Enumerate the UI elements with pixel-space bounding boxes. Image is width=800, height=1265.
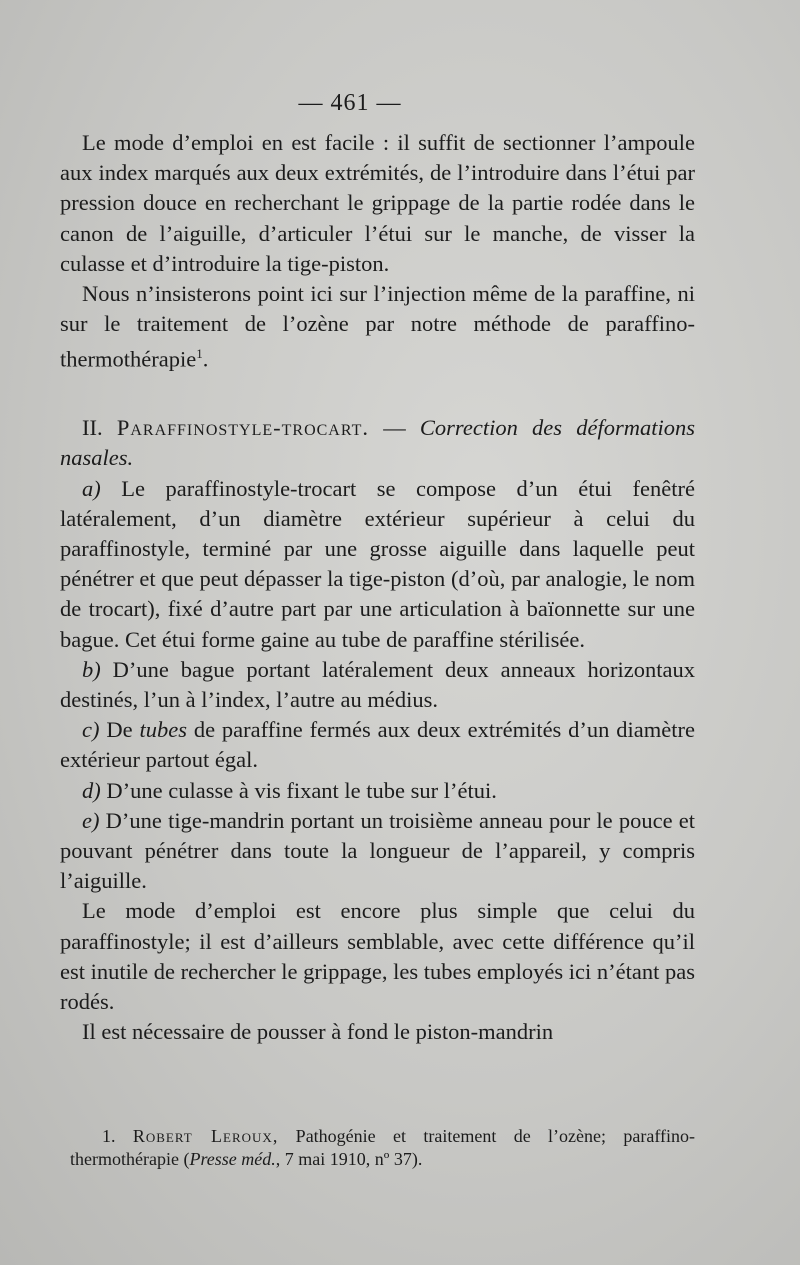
- page-body: [60, 128, 695, 1047]
- footnote-reference: 1: [196, 346, 203, 362]
- list-item-text: De: [99, 717, 140, 743]
- footnote-text-end: , 7 mai 1910, nº 37).: [275, 1149, 423, 1169]
- list-item-text: de paraffine fermés aux deux extrémités d’un diamètre extérieur partout égal.: [60, 717, 695, 773]
- footnote-text: Pathogénie et traitement de l’ozène; paraffino-thermothérapie (: [70, 1126, 695, 1169]
- list-item-label: e): [82, 807, 100, 833]
- list-item-text: D’une bague portant latéralement deux anneaux horizontaux destinés, l’un à l’index, l’autre au médius.: [60, 656, 695, 712]
- page-number: — 461 —: [298, 90, 402, 116]
- list-item-text: Le paraffinostyle-trocart se compose d’un étui fenêtré latéralement, d’un diamètre extérieur supérieur à celui du paraffinostyle, terminé par une grosse aiguille dans laquelle peut pénétrer et que peut dépasser la tige-piston (d’où, par analogie, le nom de trocart), fixé d’autre part par une articulation à baïonnette sur une bague. Cet étui forme gaine au tube de paraffine stérilisée.: [60, 475, 695, 652]
- section-subtitle: Correction des déformations nasales.: [60, 415, 696, 471]
- list-item-a: [60, 474, 695, 655]
- list-item-e: [60, 806, 695, 897]
- list-item-b: [60, 655, 695, 715]
- footnote-number: 1.: [102, 1126, 116, 1146]
- paragraph-piston: Il est nécessaire de pousser à fond le piston-mandrin: [82, 1019, 554, 1045]
- list-item-text: D’une tige-mandrin portant un troisième anneau pour le pouce et pouvant pénétrer dans toute la longueur de l’appareil, y compris l’aiguille.: [60, 807, 695, 894]
- list-item-d: [60, 776, 695, 806]
- list-item-label: b): [82, 656, 101, 682]
- paragraph-simpler-usage: Le mode d’emploi est encore plus simple que celui du paraffinostyle; il est d’ailleurs semblable, avec cette différence qu’il est inutile de rechercher le grippage, les tubes employés ici n’étant pas rodés.: [60, 898, 695, 1014]
- section-title: Paraffinostyle-trocart.: [116, 415, 369, 441]
- paragraph-injection-text: Nous n’insisterons point ici sur l’injection même de la paraffine, ni sur le traitement de l’ozène par notre méthode de paraffino-thermothérapie: [60, 281, 695, 372]
- section-heading: [60, 413, 695, 473]
- section-number: II.: [82, 415, 103, 441]
- list-item-emphasis: tubes: [139, 717, 187, 743]
- footnote-journal: Presse méd.: [189, 1149, 276, 1169]
- paragraph-injection: [60, 279, 695, 375]
- list-item-text: D’une culasse à vis fixant le tube sur l’étui.: [100, 777, 497, 803]
- list-item-label: c): [82, 717, 100, 743]
- list-item-label: d): [82, 777, 101, 803]
- list-item-c: [60, 715, 695, 775]
- section-dash: —: [368, 415, 420, 441]
- list-item-label: a): [82, 475, 101, 501]
- footnote-author: Robert Leroux,: [132, 1126, 279, 1146]
- footnote: [70, 1125, 695, 1171]
- paragraph-injection-end: .: [202, 346, 209, 372]
- paragraph-usage: Le mode d’emploi en est facile : il suffit de sectionner l’ampoule aux index marqués aux deux extrémités, de l’introduire dans l’étui par pression douce en recherchant le grippage de la partie rodée dans le canon de l’aiguille, d’articuler l’étui sur le manche, de visser la culasse et d’introduire la tige-piston.: [60, 130, 695, 276]
